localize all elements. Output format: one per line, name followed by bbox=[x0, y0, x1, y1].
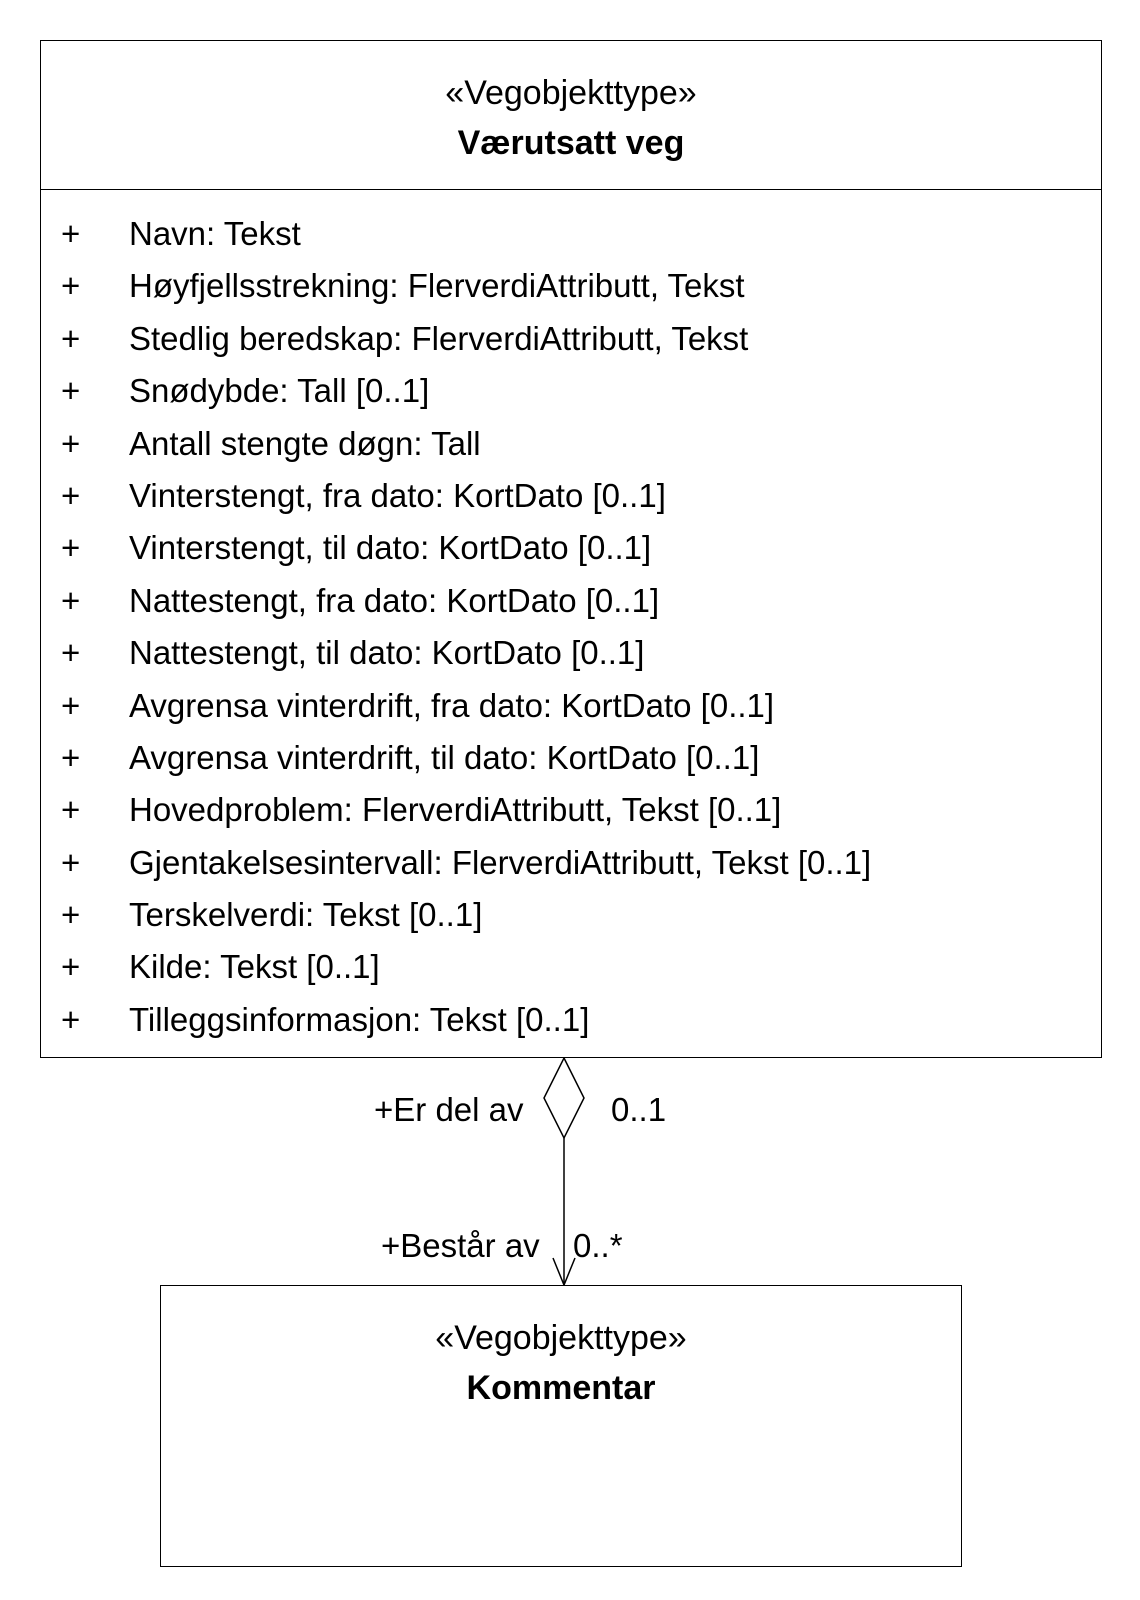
attribute-list bbox=[41, 190, 1101, 1046]
attribute-visibility: + bbox=[61, 319, 81, 357]
attribute-visibility: + bbox=[61, 738, 81, 776]
attribute-visibility: + bbox=[61, 948, 81, 986]
attribute-row bbox=[41, 994, 1101, 1046]
attribute-text: Antall stengte døgn: Tall bbox=[129, 424, 481, 462]
attribute-row bbox=[41, 627, 1101, 679]
attribute-visibility: + bbox=[61, 476, 81, 514]
attribute-row bbox=[41, 365, 1101, 417]
class-stereotype: «Vegobjekttype» bbox=[435, 1319, 687, 1357]
attribute-visibility: + bbox=[61, 686, 81, 724]
attribute-text: Terskelverdi: Tekst [0..1] bbox=[129, 896, 483, 934]
aggregation-diamond bbox=[544, 1058, 584, 1138]
attribute-visibility: + bbox=[61, 843, 81, 881]
attribute-row bbox=[41, 522, 1101, 574]
attribute-text: Nattestengt, til dato: KortDato [0..1] bbox=[129, 634, 645, 672]
attribute-text: Vinterstengt, fra dato: KortDato [0..1] bbox=[129, 476, 666, 514]
attribute-text: Høyfjellsstrekning: FlerverdiAttributt, Tekst bbox=[129, 267, 745, 305]
attribute-row bbox=[41, 837, 1101, 889]
attribute-text: Kilde: Tekst [0..1] bbox=[129, 948, 380, 986]
attribute-visibility: + bbox=[61, 529, 81, 567]
class-name: Værutsatt veg bbox=[457, 124, 685, 162]
target-multiplicity-label: 0..* bbox=[573, 1227, 623, 1264]
target-role-label: +Består av bbox=[381, 1227, 540, 1264]
source-multiplicity-label: 0..1 bbox=[611, 1091, 667, 1128]
attribute-visibility: + bbox=[61, 581, 81, 619]
attribute-row bbox=[41, 208, 1101, 260]
attribute-visibility: + bbox=[61, 1000, 81, 1038]
attribute-text: Hovedproblem: FlerverdiAttributt, Tekst [0..1] bbox=[129, 791, 782, 829]
attribute-text: Stedlig beredskap: FlerverdiAttributt, Tekst bbox=[129, 319, 749, 357]
attribute-row bbox=[41, 889, 1101, 941]
attribute-visibility: + bbox=[61, 267, 81, 305]
attribute-visibility: + bbox=[61, 791, 81, 829]
attribute-text: Tilleggsinformasjon: Tekst [0..1] bbox=[129, 1000, 590, 1038]
class-kommentar[interactable] bbox=[160, 1285, 962, 1567]
attribute-text: Avgrensa vinterdrift, til dato: KortDato [0..1] bbox=[129, 738, 760, 776]
class-header bbox=[161, 1286, 961, 1413]
attribute-row bbox=[41, 680, 1101, 732]
attribute-row bbox=[41, 418, 1101, 470]
class-header bbox=[41, 41, 1101, 190]
source-role-label: +Er del av bbox=[374, 1091, 524, 1128]
class-name: Kommentar bbox=[466, 1369, 656, 1407]
attribute-text: Gjentakelsesintervall: FlerverdiAttributt, Tekst [0..1] bbox=[129, 843, 872, 881]
attribute-text: Nattestengt, fra dato: KortDato [0..1] bbox=[129, 581, 660, 619]
attribute-row bbox=[41, 784, 1101, 836]
attribute-row bbox=[41, 470, 1101, 522]
class-vaerutsatt-veg[interactable] bbox=[40, 40, 1102, 1058]
attribute-row bbox=[41, 941, 1101, 993]
attribute-row bbox=[41, 260, 1101, 312]
attribute-row bbox=[41, 575, 1101, 627]
attribute-text: Navn: Tekst bbox=[129, 215, 301, 252]
attribute-text: Vinterstengt, til dato: KortDato [0..1] bbox=[129, 529, 652, 567]
attribute-visibility: + bbox=[61, 896, 81, 934]
attribute-visibility: + bbox=[61, 424, 81, 462]
attribute-text: Avgrensa vinterdrift, fra dato: KortDato [0..1] bbox=[129, 686, 775, 724]
attribute-row bbox=[41, 732, 1101, 784]
attribute-visibility: + bbox=[61, 372, 81, 410]
attribute-visibility: + bbox=[61, 634, 81, 672]
attribute-row bbox=[41, 313, 1101, 365]
class-stereotype: «Vegobjekttype» bbox=[445, 74, 697, 112]
attribute-visibility: + bbox=[61, 215, 81, 252]
attribute-text: Snødybde: Tall [0..1] bbox=[129, 372, 430, 410]
